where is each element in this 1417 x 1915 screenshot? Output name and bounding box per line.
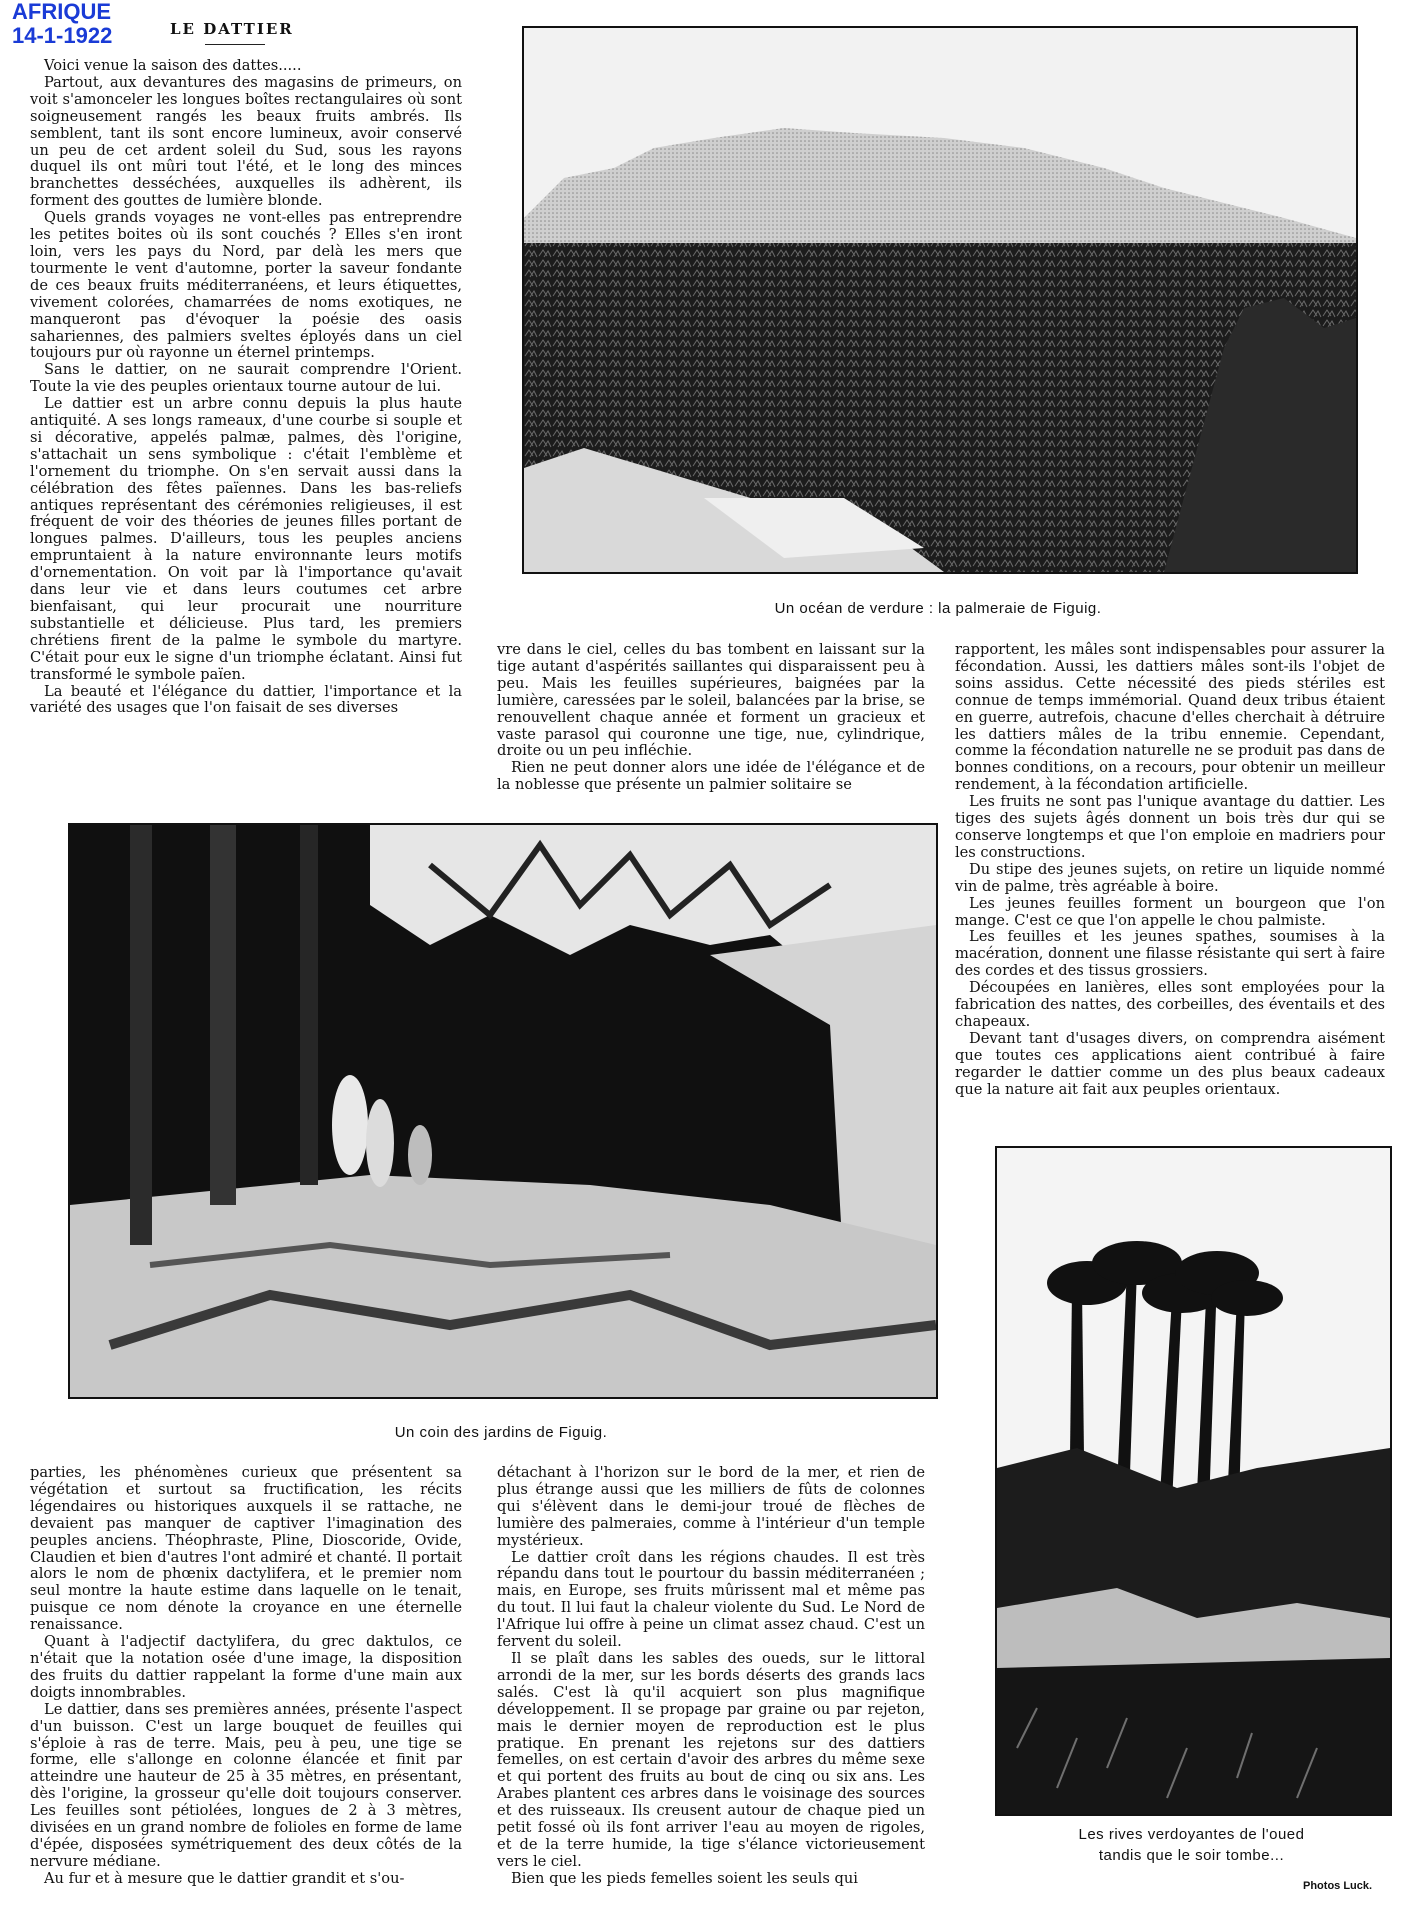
column-1-top (30, 58, 462, 794)
article-paragraph: Au fur et à mesure que le dattier grandit et s'ou- (44, 1869, 405, 1887)
article-paragraph: rapportent, les mâles sont indispensables pour assurer la fécondation. Aussi, les dattiers mâles sont-ils l'objet de soins assidus. Cette nécessité des pieds stériles est connue de temps immémorial. Quand deux tribus étaient en guerre, autrefois, chacune d'elles cherchait à détruire les dattiers mâles de la tribu ennemie. Cependant, comme la fécondation naturelle ne se produit pas dans de bonnes conditions, on a recours, pour obtenir un meilleur rendement, à la fécondation artificielle. (955, 641, 1385, 794)
article-paragraph: Il se plaît dans les sables des oueds, sur le littoral arrondi de la mer, sur les bords déserts des grands lacs salés. C'est là qu'il acquiert son plus magnifique développement. Il se propage par graine ou par rejeton, mais le dernier moyen de reproduction est le plus pratique. En prenant les rejetons sur des dattiers femelles, on est certain d'avoir des arbres du même sexe et qui portent des fruits au bout de cinq ou six ans. Les Arabes plantent ces arbres dans le voisinage des sources et des ruisseaux. Ils creusent autour de chaque pied un petit fossé où ils font arriver l'eau au moyen de rigoles, et de la terre humide, la tige s'élance victorieusement vers le ciel. (497, 1649, 925, 1870)
article-paragraph: Sans le dattier, on ne saurait comprendre l'Orient. Toute la vie des peuples orientaux tourne autour de lui. (30, 361, 462, 396)
article-paragraph: Partout, aux devantures des magasins de primeurs, on voit s'amonceler les longues boîtes rectangulaires où sont soigneusement rangés les beaux fruits ambrés. Ils semblent, tant ils sont encore lumineux, avoir conservé un peu de cet ardent soleil du Sud, sous les rayons duquel ils ont mûri tout l'été, et le long des minces branchettes desséchées, auxquelles ils adhèrent, ils forment des gouttes de lumière blonde. (30, 73, 462, 210)
caption-oued-line1: Les rives verdoyantes de l'oued (1078, 1826, 1305, 1843)
article-paragraph: Les jeunes feuilles forment un bourgeon que l'on mange. C'est ce que l'on appelle le chou palmiste. (955, 894, 1385, 929)
caption-palmeraie: Un océan de verdure : la palmeraie de Figuig. (774, 600, 1102, 617)
stamp-region: AFRIQUE (12, 0, 111, 24)
article-title: LE DATTIER (170, 20, 294, 38)
article-paragraph: Les feuilles et les jeunes spathes, soumises à la macération, donnent une filasse résistante qui sert à faire des cordes et des tissus grossiers. (955, 928, 1385, 980)
photo-credit: Photos Luck. (1303, 1880, 1373, 1892)
article-paragraph: Devant tant d'usages divers, on comprendra aisément que toutes ces applications aient contribué à faire regarder le dattier comme un des plus beaux cadeaux que la nature ait fait aux peuples orientaux. (955, 1029, 1385, 1098)
article-paragraph: Le dattier est un arbre connu depuis la plus haute antiquité. A ses longs rameaux, d'une courbe si souple et si décorative, appelés palmæ, palmes, dès l'origine, s'attachait un sens symbolique : c'était l'emblème et l'ornement du triomphe. On s'en servait aussi dans la célébration des fêtes païennes. Dans les bas-reliefs antiques représentant des cérémonies religieuses, il est fréquent de voir des théories de jeunes filles portant de longues palmes. D'ailleurs, tous les peuples anciens empruntaient à la nature environnante leurs motifs d'ornementation. On voit par là l'importance qu'avait dans leur vie et dans leurs coutumes cet arbre bienfaisant, qui leur procurait une nourriture substantielle et délicieuse. Plus tard, les premiers chrétiens firent de la palme le symbole du martyre. C'était pour eux le signe d'un triomphe éclatant. Ainsi fut transformé le symbole païen. (30, 395, 462, 683)
stamp-date: 14-1-1922 (12, 23, 113, 48)
column-2-bottom (497, 1465, 925, 1905)
photo-palmeraie (522, 26, 1358, 574)
caption-oued-line2: tandis que le soir tombe... (1098, 1847, 1285, 1864)
caption-jardins: Un coin des jardins de Figuig. (394, 1424, 608, 1441)
photo-jardins (68, 823, 938, 1399)
article-paragraph: parties, les phénomènes curieux que présentent sa végétation et surtout sa fructification, les récits légendaires ou historiques auxquels il se rattache, ne devaient pas manquer de captiver l'imagination des peuples anciens. Théophraste, Pline, Dioscoride, Ovide, Claudien et bien d'autres l'ont admiré et chanté. Il portait alors le nom de phœnix dactylifera, et le premier nom seul montre la haute estime dans laquelle on le tenait, puisque ce nom dénote la croyance en une éternelle renaissance. (30, 1464, 462, 1634)
article-paragraph: Les fruits ne sont pas l'unique avantage du dattier. Les tiges des sujets âgés donnent un bois très dur qui se conserve longtemps et que l'on emploie en madriers pour les constructions. (955, 793, 1385, 861)
article-paragraph: Rien ne peut donner alors une idée de l'élégance et de la noblesse que présente un palmier solitaire se (497, 759, 925, 794)
photo-oued (995, 1146, 1392, 1816)
article-paragraph: détachant à l'horizon sur le bord de la mer, et rien de plus étrange aussi que les milliers de fûts de colonnes qui s'élèvent dans le demi-jour troué de flèches de lumière des palmeraies, comme à l'intérieur d'un temple mystérieux. (497, 1464, 925, 1549)
column-3-top (955, 642, 1385, 1118)
article-paragraph: Bien que les pieds femelles soient les seuls qui (511, 1869, 858, 1887)
column-2-top (497, 642, 925, 794)
article-paragraph: La beauté et l'élégance du dattier, l'importance et la variété des usages que l'on faisait de ses diverses (30, 682, 462, 717)
article-paragraph: Quels grands voyages ne vont-elles pas entreprendre les petites boites où ils sont couchés ? Elles s'en iront loin, vers les pays du Nord, par delà les mers que tourmente le vent d'automne, porter la saveur fondante de ces beaux fruits méditerranéens, et leurs étiquettes, vivement colorées, chamarrées de noms exotiques, ne manqueront pas d'évoquer la poésie des oasis sahariennes, des palmiers sveltes éployés dans un ciel toujours pur où rayonne un éternel printemps. (30, 209, 462, 362)
article-paragraph: Du stipe des jeunes sujets, on retire un liquide nommé vin de palme, très agréable à boire. (955, 860, 1385, 895)
article-paragraph: Le dattier, dans ses premières années, présente l'aspect d'un buisson. C'est un large bouquet de feuilles qui s'éploie à ras de terre. Mais, peu à peu, une tige se forme, elle s'allonge en colonne élancée et finit par atteindre une hauteur de 25 à 35 mètres, en présentant, dès l'origine, la grosseur qu'elle doit toujours conserver. Les feuilles sont pétiolées, longues de 2 à 3 mètres, divisées en un grand nombre de folioles en forme de lame d'épée, disposées symétriquement des deux côtés de la nervure médiane. (30, 1700, 462, 1870)
article-paragraph: vre dans le ciel, celles du bas tombent en laissant sur la tige autant d'aspérités saillantes qui disparaissent peu à peu. Mais les feuilles supérieures, baignées par la lumière, caressées par le soleil, balancées par la brise, se renouvellent chaque année et forment un gracieux et vaste parasol qui couronne une tige, nue, cylindrique, droite ou un peu infléchie. (497, 641, 925, 760)
article-paragraph: Voici venue la saison des dattes..... (44, 57, 302, 74)
article-paragraph: Le dattier croît dans les régions chaudes. Il est très répandu dans tout le pourtour du bassin méditerranéen ; mais, en Europe, ses fruits mûrissent mal et même pas du tout. Il lui faut la chaleur violente du Sud. Le Nord de l'Afrique lui offre à peine un climat assez chaud. C'est un fervent du soleil. (497, 1548, 925, 1651)
article-paragraph: Découpées en lanières, elles sont employées pour la fabrication des nattes, des corbeilles, des éventails et des chapeaux. (955, 979, 1385, 1030)
column-1-bottom (30, 1465, 462, 1905)
title-rule (205, 44, 265, 45)
article-paragraph: Quant à l'adjectif dactylifera, du grec daktulos, ce n'était que la notation osée d'une image, la disposition des fruits du dattier rappelant la forme d'une main aux doigts innombrables. (30, 1633, 462, 1701)
archive-stamp (12, 0, 112, 48)
